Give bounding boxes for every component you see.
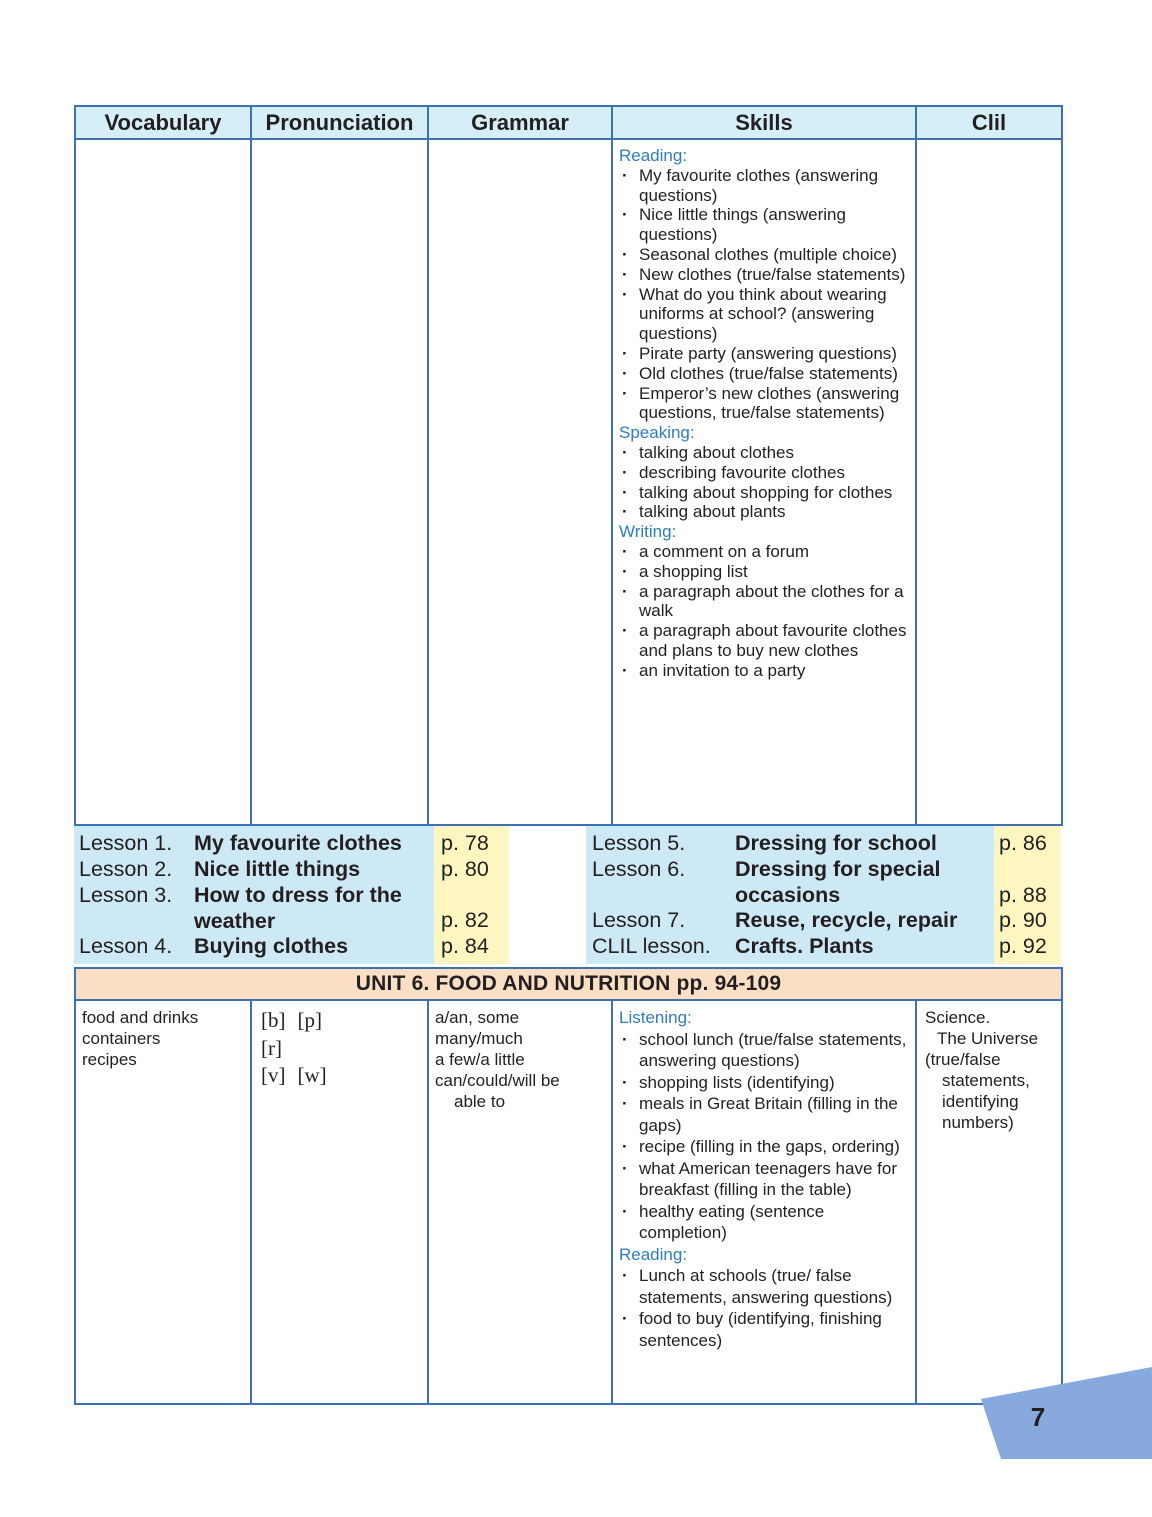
col-header-vocabulary: Vocabulary bbox=[75, 106, 251, 139]
skills-cell bbox=[612, 139, 916, 825]
list-item: · what American teenagers have for breakfast (filling in the table) bbox=[619, 1158, 911, 1201]
pronunciation-cell bbox=[251, 139, 428, 825]
lessons-strip bbox=[74, 826, 1061, 964]
phoneme: [b] bbox=[261, 1008, 286, 1032]
lesson-number: Lesson 1. bbox=[79, 831, 173, 855]
grammar-item: a few/a little bbox=[435, 1050, 525, 1069]
list-item: · an invitation to a party bbox=[619, 661, 911, 681]
clil-line: identifying bbox=[942, 1092, 1019, 1111]
reading-list bbox=[619, 1265, 911, 1351]
list-item: · shopping lists (identifying) bbox=[619, 1072, 911, 1094]
list-item: · Nice little things (answering questions) bbox=[619, 205, 911, 245]
unit5-skills-row bbox=[75, 139, 1062, 825]
grammar-item: many/much bbox=[435, 1029, 523, 1048]
lesson-page: p. 84 bbox=[441, 934, 489, 958]
phoneme: [w] bbox=[297, 1063, 327, 1087]
lesson-title[interactable]: Dressing for school bbox=[735, 831, 937, 855]
list-item: · talking about clothes bbox=[619, 443, 911, 463]
grammar-item: a/an, some bbox=[435, 1008, 520, 1027]
skills-heading-listening: Listening: bbox=[619, 1008, 692, 1027]
lesson-title[interactable]: Buying clothes bbox=[194, 934, 349, 958]
grammar-cell bbox=[428, 139, 612, 825]
lesson-title[interactable]: My favourite clothes bbox=[194, 831, 402, 855]
lesson-page: p. 90 bbox=[999, 908, 1047, 932]
speaking-list bbox=[619, 443, 911, 522]
list-item: · Pirate party (answering questions) bbox=[619, 344, 911, 364]
list-item: · New clothes (true/false statements) bbox=[619, 265, 911, 285]
lesson-number: Lesson 7. bbox=[592, 908, 686, 932]
skills-cell bbox=[612, 1000, 916, 1404]
lesson-number: CLIL lesson. bbox=[592, 934, 711, 958]
lesson-title[interactable]: How to dress for the weather bbox=[194, 883, 402, 933]
skills-heading-speaking: Speaking: bbox=[619, 423, 695, 443]
syllabus-table-unit6 bbox=[74, 967, 1063, 1405]
clil-line: numbers) bbox=[942, 1113, 1014, 1132]
col-header-clil: Clil bbox=[916, 106, 1062, 139]
list-item: · Lunch at schools (true/ false statements, answering questions) bbox=[619, 1265, 911, 1308]
list-item: · a comment on a forum bbox=[619, 542, 911, 562]
lesson-number: Lesson 6. bbox=[592, 857, 686, 881]
col-header-skills: Skills bbox=[612, 106, 916, 139]
unit-title: UNIT 6. FOOD AND NUTRITION pp. 94-109 bbox=[75, 968, 1062, 1000]
col-header-grammar: Grammar bbox=[428, 106, 612, 139]
skills-heading-writing: Writing: bbox=[619, 522, 677, 542]
clil-line: (true/false bbox=[925, 1050, 1001, 1069]
reading-list bbox=[619, 166, 911, 423]
list-item: · My favourite clothes (answering questions) bbox=[619, 166, 911, 206]
lesson-number: Lesson 2. bbox=[79, 857, 173, 881]
lesson-title[interactable]: Reuse, recycle, repair bbox=[735, 908, 958, 932]
list-item: · talking about shopping for clothes bbox=[619, 483, 911, 503]
vocabulary-cell bbox=[75, 1000, 251, 1404]
header-row bbox=[75, 106, 1062, 139]
list-item: · food to buy (identifying, finishing sentences) bbox=[619, 1308, 911, 1351]
list-item: · Old clothes (true/false statements) bbox=[619, 364, 911, 384]
phoneme: [v] bbox=[261, 1063, 286, 1087]
vocabulary-item: food and drinks bbox=[82, 1008, 199, 1027]
page-number-tab bbox=[981, 1367, 1152, 1459]
lesson-number: Lesson 5. bbox=[592, 831, 686, 855]
clil-cell bbox=[916, 1000, 1062, 1404]
list-item: · healthy eating (sentence completion) bbox=[619, 1201, 911, 1244]
clil-line: statements, bbox=[942, 1071, 1030, 1090]
skills-heading-reading: Reading: bbox=[619, 146, 688, 165]
lesson-page: p. 86 bbox=[999, 831, 1047, 855]
lesson-page: p. 78 bbox=[441, 831, 489, 855]
lesson-title[interactable]: Crafts. Plants bbox=[735, 934, 874, 958]
skills-heading-reading: Reading: bbox=[619, 1244, 688, 1264]
vocabulary-item: containers bbox=[82, 1029, 161, 1048]
list-item: · What do you think about wearing uniforms at school? (answering questions) bbox=[619, 285, 911, 344]
lesson-title[interactable]: Nice little things bbox=[194, 857, 361, 881]
phoneme: [p] bbox=[297, 1008, 322, 1032]
clil-line: Science. bbox=[925, 1008, 991, 1027]
list-item: · a paragraph about the clothes for a walk bbox=[619, 582, 911, 622]
list-item: · a paragraph about favourite clothes and plans to buy new clothes bbox=[619, 621, 911, 661]
clil-line: The Universe bbox=[937, 1029, 1039, 1048]
lesson-page: p. 80 bbox=[441, 857, 489, 881]
list-item: · school lunch (true/false statements, answering questions) bbox=[619, 1029, 911, 1072]
col-header-pronunciation: Pronunciation bbox=[251, 106, 428, 139]
lesson-number: Lesson 3. bbox=[79, 883, 173, 907]
lesson-title[interactable]: Dressing for special occasions bbox=[735, 857, 941, 907]
list-item: · meals in Great Britain (filling in the gaps) bbox=[619, 1093, 911, 1136]
pronunciation-cell bbox=[251, 1000, 428, 1404]
lesson-page: p. 82 bbox=[441, 908, 489, 932]
grammar-cell bbox=[428, 1000, 612, 1404]
vocabulary-cell bbox=[75, 139, 251, 825]
lesson-number: Lesson 4. bbox=[79, 934, 173, 958]
list-item: · Seasonal clothes (multiple choice) bbox=[619, 245, 911, 265]
unit6-content-row bbox=[75, 1000, 1062, 1404]
list-item: · Emperor’s new clothes (answering questions, true/false statements) bbox=[619, 384, 911, 424]
writing-list bbox=[619, 542, 911, 681]
phoneme: [r] bbox=[261, 1035, 282, 1060]
lesson-page: p. 88 bbox=[999, 883, 1047, 907]
grammar-item: can/could/will be bbox=[435, 1071, 560, 1090]
list-item: · recipe (filling in the gaps, ordering) bbox=[619, 1136, 911, 1158]
grammar-item: able to bbox=[454, 1092, 506, 1111]
list-item: · describing favourite clothes bbox=[619, 463, 911, 483]
syllabus-table-unit5 bbox=[74, 105, 1063, 826]
vocabulary-item: recipes bbox=[82, 1050, 137, 1069]
unit-header-row bbox=[75, 968, 1062, 1000]
list-item: · talking about plants bbox=[619, 502, 911, 522]
list-item: · a shopping list bbox=[619, 562, 911, 582]
page-number: 7 bbox=[1030, 1402, 1046, 1432]
lesson-page: p. 92 bbox=[999, 934, 1047, 958]
clil-cell bbox=[916, 139, 1062, 825]
listening-list bbox=[619, 1029, 911, 1244]
